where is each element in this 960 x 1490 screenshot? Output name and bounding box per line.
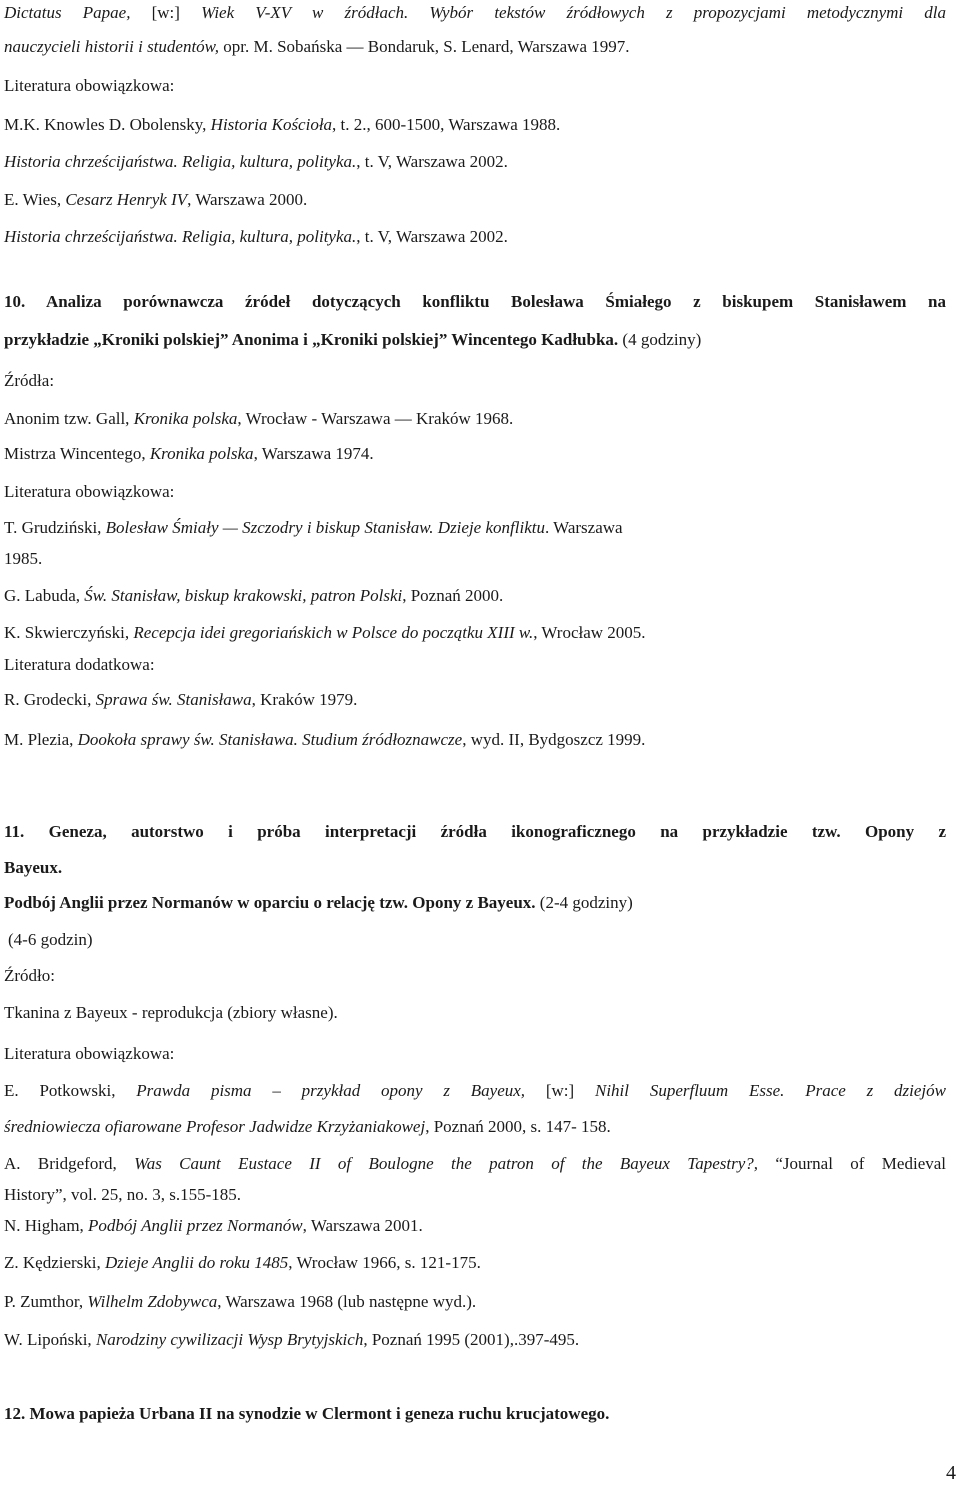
bib-line [4, 1153, 946, 1175]
bib-text: Anonim tzw. Gall, [4, 409, 134, 428]
bib-text: Mistrza Wincentego, [4, 444, 150, 463]
bib-text: , wyd. II, Bydgoszcz 1999. [462, 730, 646, 749]
bib-title: Bolesław Śmiały — Szczodry i biskup Stanisław. Dzieje konfliktu [105, 518, 545, 537]
section-11-subtitle [4, 892, 633, 914]
bib-line [4, 114, 560, 136]
bib-text: , Poznań 2000. [402, 586, 504, 605]
page-number: 4 [946, 1462, 956, 1484]
hours-text: (2-4 godziny) [535, 893, 633, 912]
hours-text: (4-6 godzin) [8, 930, 93, 949]
bib-text: K. Skwierczyński, [4, 623, 134, 642]
bib-line [4, 517, 623, 539]
bib-text: G. Labuda, [4, 586, 85, 605]
bib-text: “Journal of Medieval [757, 1154, 947, 1173]
bib-line [4, 689, 357, 711]
bib-title: Historia Kościoła [210, 115, 333, 134]
section-11-title: 11. Geneza, autorstwo i próba interpretacji źródła ikonograficznego na przykładzie tzw. Opony z [4, 822, 946, 841]
bib-line [4, 408, 513, 430]
bib-title: Kronika polska [149, 444, 254, 463]
bib-title: Cesarz Henryk IV [65, 190, 188, 209]
bib-text: Z. Kędzierski, [4, 1253, 106, 1272]
bib-line [4, 622, 646, 644]
bib-title: Was Caunt Eustace II of Boulogne the patron of the Bayeux Tapestry?, [134, 1154, 758, 1173]
bib-line [4, 1215, 423, 1237]
bib-title: Dookoła sprawy św. Stanisława. Studium źródłoznawcze [77, 730, 463, 749]
bib-line [4, 1080, 946, 1102]
bib-text: [w:] [130, 3, 202, 22]
section-title-text: przykładzie „Kroniki polskiej” Anonima i „Kroniki polskiej” Wincentego Kadłubka. [4, 330, 619, 349]
section-10-title: 10. Analiza porównawcza źródeł dotyczących konfliktu Bolesława Śmiałego z biskupem Stanisławem na [4, 292, 946, 311]
bib-line [4, 2, 946, 24]
bib-title: Kronika polska [133, 409, 238, 428]
bib-text: W. Lipoński, [4, 1330, 96, 1349]
bib-title: Dzieje Anglii do roku 1485 [105, 1253, 289, 1272]
bib-text: , Wrocław 1966, s. 121-175. [288, 1253, 481, 1272]
bib-title: Recepcja idei gregoriańskich w Polsce do początku XIII w. [133, 623, 534, 642]
section-10-title-cont [4, 329, 701, 351]
section-11-title-cont: Bayeux. [4, 858, 63, 877]
bib-line: Tkanina z Bayeux - reprodukcja (zbiory własne). [4, 1003, 338, 1022]
bib-title: Narodziny cywilizacji Wysp Brytyjskich [95, 1330, 364, 1349]
bib-text: P. Zumthor, [4, 1292, 88, 1311]
bib-line [4, 226, 508, 248]
bib-text: , t. V, Warszawa 2002. [356, 227, 508, 246]
bib-text: , Poznań 1995 (2001),.397-495. [363, 1330, 580, 1349]
bib-line [4, 729, 645, 751]
bib-text: R. Grodecki, [4, 690, 96, 709]
bib-title: Św. Stanisław, biskup krakowski, patron Polski [84, 586, 403, 605]
bib-text: opr. M. Sobańska — Bondaruk, S. Lenard, Warszawa 1997. [219, 37, 630, 56]
bib-title: średniowiecza ofiarowane Profesor Jadwidze Krzyżaniakowej [4, 1117, 426, 1136]
bib-line [4, 443, 374, 465]
bib-text: E. Potkowski, [4, 1081, 137, 1100]
literature-label: Literatura obowiązkowa: [4, 1044, 175, 1063]
literature-label: Literatura obowiązkowa: [4, 482, 175, 501]
bib-text: M.K. Knowles D. Obolensky, [4, 115, 211, 134]
bib-line: History”, vol. 25, no. 3, s.155-185. [4, 1185, 242, 1204]
bib-line [4, 1116, 611, 1138]
bib-line [4, 1291, 476, 1313]
literature-extra-label: Literatura dodatkowa: [4, 655, 155, 674]
source-label: Źródło: [4, 966, 55, 985]
bib-line [4, 36, 630, 58]
hours-text: (4 godziny) [618, 330, 702, 349]
bib-text: T. Grudziński, [4, 518, 106, 537]
bib-line [4, 1329, 579, 1351]
bib-title: Sprawa św. Stanisława [95, 690, 252, 709]
bib-line [4, 151, 508, 173]
bib-text: , Warszawa 1974. [253, 444, 374, 463]
bib-line [4, 585, 503, 607]
bib-text: , Wrocław - Warszawa — Kraków 1968. [237, 409, 514, 428]
bib-title: Historia chrześcijaństwa. Religia, kultura, polityka. [4, 227, 357, 246]
bib-text: , Kraków 1979. [251, 690, 358, 709]
bib-title: Wilhelm Zdobywca [87, 1292, 218, 1311]
bib-title: nauczycieli historii i studentów, [4, 37, 219, 56]
bib-text: , Warszawa 1968 (lub następne wyd.). [217, 1292, 477, 1311]
bib-line [4, 1252, 481, 1274]
bib-text: [w:] [525, 1081, 595, 1100]
bib-line [4, 189, 307, 211]
bib-text: E. Wies, [4, 190, 66, 209]
bib-text: . Warszawa [544, 518, 623, 537]
bib-title: Wiek V-XV w źródłach. Wybór tekstów źródłowych z propozycjami metodycznymi dla [201, 3, 947, 22]
bib-text: , t. V, Warszawa 2002. [356, 152, 508, 171]
literature-label: Literatura obowiązkowa: [4, 76, 175, 95]
bib-text: , Warszawa 2000. [187, 190, 308, 209]
subtitle-text: Podbój Anglii przez Normanów w oparciu o relację tzw. Opony z Bayeux. [4, 893, 536, 912]
bib-text: M. Plezia, [4, 730, 78, 749]
bib-line: 1985. [4, 549, 43, 568]
bib-text: , t. 2., 600-1500, Warszawa 1988. [332, 115, 561, 134]
bib-text: , Wrocław 2005. [533, 623, 646, 642]
section-12-title: 12. Mowa papieża Urbana II na synodzie w Clermont i geneza ruchu krucjatowego. [4, 1404, 610, 1423]
sources-label: Źródła: [4, 371, 55, 390]
bib-title: Prawda pisma – przykład opony z Bayeux, [136, 1081, 526, 1100]
bib-text: , Warszawa 2001. [302, 1216, 423, 1235]
bib-title: Nihil Superfluum Esse. Prace z dziejów [595, 1081, 946, 1100]
bib-title: Historia chrześcijaństwa. Religia, kultura, polityka. [4, 152, 357, 171]
bib-text: N. Higham, [4, 1216, 89, 1235]
bib-title: Podbój Anglii przez Normanów [88, 1216, 303, 1235]
bib-title: Dictatus Papae, [4, 3, 131, 22]
bib-text: , Poznań 2000, s. 147- 158. [425, 1117, 611, 1136]
bib-text: A. Bridgeford, [4, 1154, 135, 1173]
